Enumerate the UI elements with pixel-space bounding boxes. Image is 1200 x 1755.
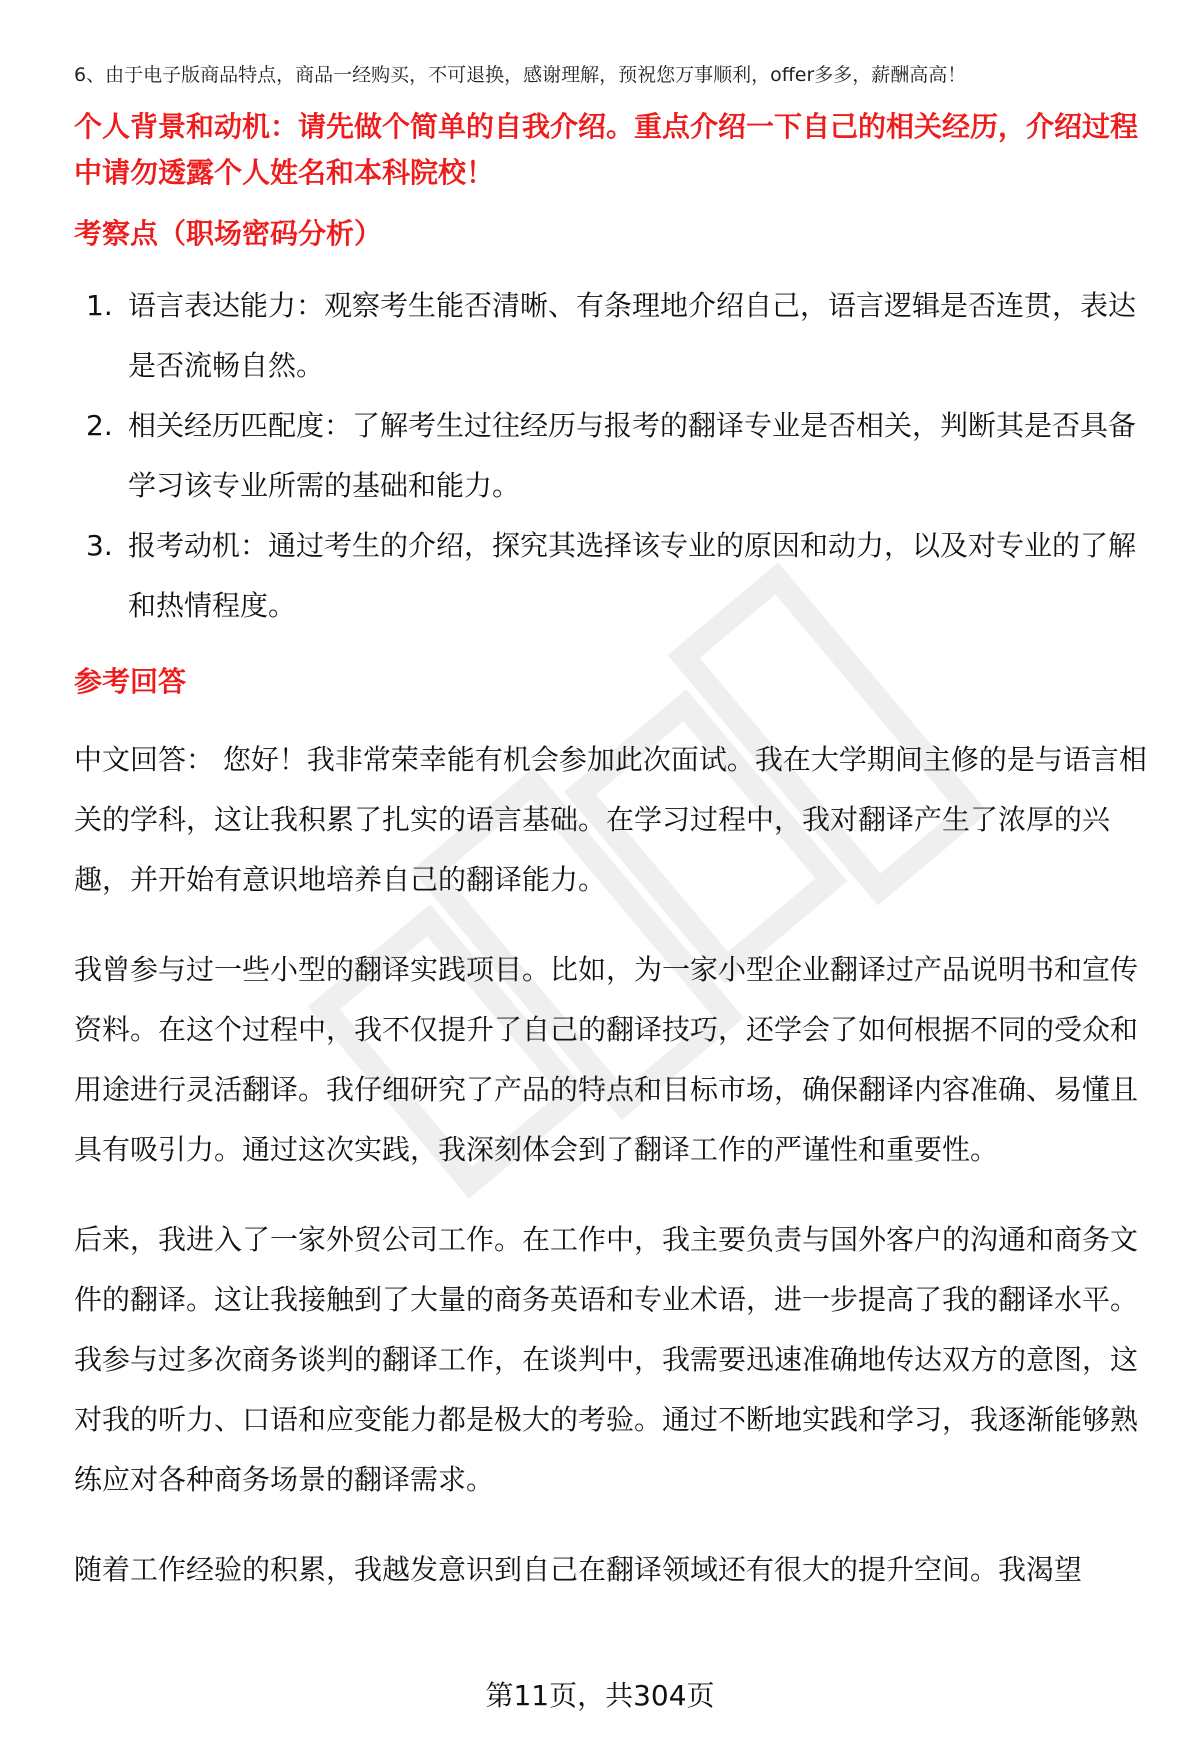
purchase-note: 6、由于电子版商品特点，商品一经购买，不可退换，感谢理解，预祝您万事顺利，offer多多，薪酬高高！ <box>74 64 967 86</box>
list-text: 语言表达能力：观察考生能否清晰、有条理地介绍自己，语言逻辑是否连贯，表达是否流畅自然。 <box>128 289 1137 382</box>
answer-paragraph: 我曾参与过一些小型的翻译实践项目。比如，为一家小型企业翻译过产品说明书和宣传资料。在这个过程中，我不仅提升了自己的翻译技巧，还学会了如何根据不同的受众和用途进行灵活翻译。我仔细研究了产品的特点和目标市场，确保翻译内容准确、易懂且具有吸引力。通过这次实践，我深刻体会到了翻译工作的严谨性和重要性。 <box>74 953 1139 1166</box>
list-number: 1. <box>86 289 113 322</box>
question-heading: 个人背景和动机：请先做个简单的自我介绍。重点介绍一下自己的相关经历，介绍过程中请勿透露个人姓名和本科院校！ <box>74 110 1139 189</box>
list-item <box>74 516 1154 636</box>
list-text: 相关经历匹配度：了解考生过往经历与报考的翻译专业是否相关，判断其是否具备学习该专业所需的基础和能力。 <box>128 409 1137 502</box>
answer-paragraph: 中文回答： 您好！我非常荣幸能有机会参加此次面试。我在大学期间主修的是与语言相关的学科，这让我积累了扎实的语言基础。在学习过程中，我对翻译产生了浓厚的兴趣，并开始有意识地培养自己的翻译能力。 <box>74 743 1147 896</box>
document-content <box>74 60 1154 1630</box>
list-item <box>74 396 1154 516</box>
evaluation-points-list <box>74 276 1154 636</box>
list-text: 报考动机：通过考生的介绍，探究其选择该专业的原因和动力，以及对专业的了解和热情程度。 <box>128 529 1137 622</box>
answer-title: 参考回答 <box>74 665 187 698</box>
page-number-footer: 第11页，共304页 <box>485 1679 715 1712</box>
points-title: 考察点（职场密码分析） <box>74 217 383 250</box>
list-number: 3. <box>86 529 113 562</box>
list-item <box>74 276 1154 396</box>
answer-paragraph: 随着工作经验的积累，我越发意识到自己在翻译领域还有很大的提升空间。我渴望 <box>74 1553 1083 1586</box>
answer-paragraph: 后来，我进入了一家外贸公司工作。在工作中，我主要负责与国外客户的沟通和商务文件的翻译。这让我接触到了大量的商务英语和专业术语，进一步提高了我的翻译水平。我参与过多次商务谈判的翻译工作，在谈判中，我需要迅速准确地传达双方的意图，这对我的听力、口语和应变能力都是极大的考验。通过不断地实践和学习，我逐渐能够熟练应对各种商务场景的翻译需求。 <box>74 1223 1139 1496</box>
list-number: 2. <box>86 409 113 442</box>
